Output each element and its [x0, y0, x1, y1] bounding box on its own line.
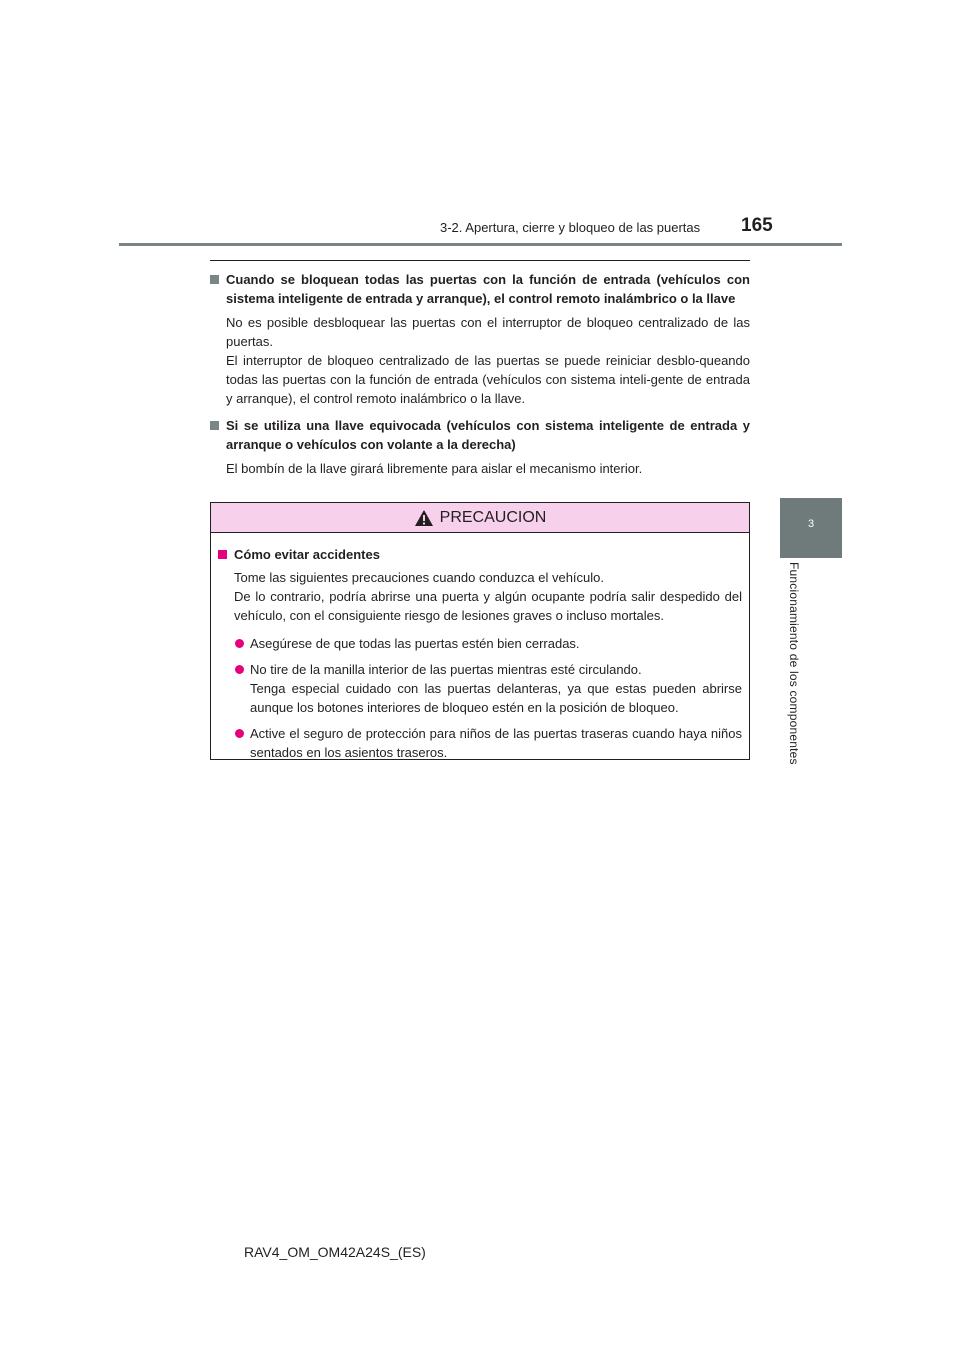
caution-header — [211, 503, 749, 533]
caution-heading-text: Cómo evitar accidentes — [234, 547, 380, 562]
note-item — [210, 416, 750, 478]
warning-triangle-icon — [414, 509, 434, 527]
running-header-section: 3-2. Apertura, cierre y bloqueo de las puertas — [440, 220, 701, 235]
caution-box — [210, 502, 750, 760]
note-heading — [210, 270, 750, 308]
document-code: RAV4_OM_OM42A24S_(ES) — [244, 1244, 426, 1260]
caution-heading — [218, 545, 742, 564]
square-bullet-icon — [210, 275, 219, 284]
note-body — [210, 313, 750, 408]
header-rule — [119, 243, 842, 246]
note-heading-text: Si se utiliza una llave equivocada (vehículos con sistema inteligente de entrada y arranque o vehículos con volante a la derecha) — [226, 418, 750, 452]
note-body — [210, 459, 750, 478]
circle-bullet-icon — [235, 665, 244, 674]
caution-title: PRECAUCION — [439, 508, 547, 526]
caution-body — [211, 533, 749, 762]
caution-bullet — [218, 634, 742, 653]
caution-paragraph: De lo contrario, podría abrirse una puerta y algún ocupante podría salir despedido del vehículo, con el consiguiente riesgo de lesiones graves o incluso mortales. — [234, 589, 742, 623]
caution-bullet-text: Asegúrese de que todas las puertas estén bien cerradas. — [250, 636, 580, 651]
chapter-tab — [780, 498, 842, 558]
chapter-title: Funcionamiento de los componentes — [787, 562, 801, 765]
note-heading-text: Cuando se bloquean todas las puertas con la función de entrada (vehículos con sistema inteligente de entrada y arranque), el control remoto inalámbrico o la llave — [226, 272, 750, 306]
note-paragraph: No es posible desbloquear las puertas con el interruptor de bloqueo centralizado de las puertas. — [226, 315, 750, 349]
section-rule — [210, 260, 750, 261]
circle-bullet-icon — [235, 639, 244, 648]
chapter-number: 3 — [807, 518, 815, 530]
caution-bullet — [218, 660, 742, 717]
main-content — [210, 260, 750, 478]
square-bullet-icon — [210, 421, 219, 430]
note-item — [210, 270, 750, 408]
square-bullet-icon — [218, 550, 227, 559]
caution-bullet-text: Active el seguro de protección para niños de las puertas traseras cuando haya niños sentados en los asientos traseros. — [250, 726, 742, 760]
note-paragraph: El bombín de la llave girará libremente para aislar el mecanismo interior. — [226, 461, 643, 476]
caution-bullet — [218, 724, 742, 762]
caution-paragraph: Tome las siguientes precauciones cuando conduzca el vehículo. — [234, 570, 605, 585]
note-paragraph: El interruptor de bloqueo centralizado de las puertas se puede reiniciar desblo-queando todas las puertas con la función de entrada (vehículos con sistema inteli-gente de entrada y arranque), el control remoto inalámbrico o la llave. — [226, 353, 750, 406]
note-heading — [210, 416, 750, 454]
caution-intro — [218, 568, 742, 625]
circle-bullet-icon — [235, 729, 244, 738]
caution-bullet-text: Tenga especial cuidado con las puertas delanteras, ya que estas pueden abrirse aunque los botones interiores de bloqueo estén en la posición de bloqueo. — [250, 681, 742, 715]
page-number: 165 — [741, 215, 773, 236]
caution-bullet-text: No tire de la manilla interior de las puertas mientras esté circulando. — [250, 662, 642, 677]
